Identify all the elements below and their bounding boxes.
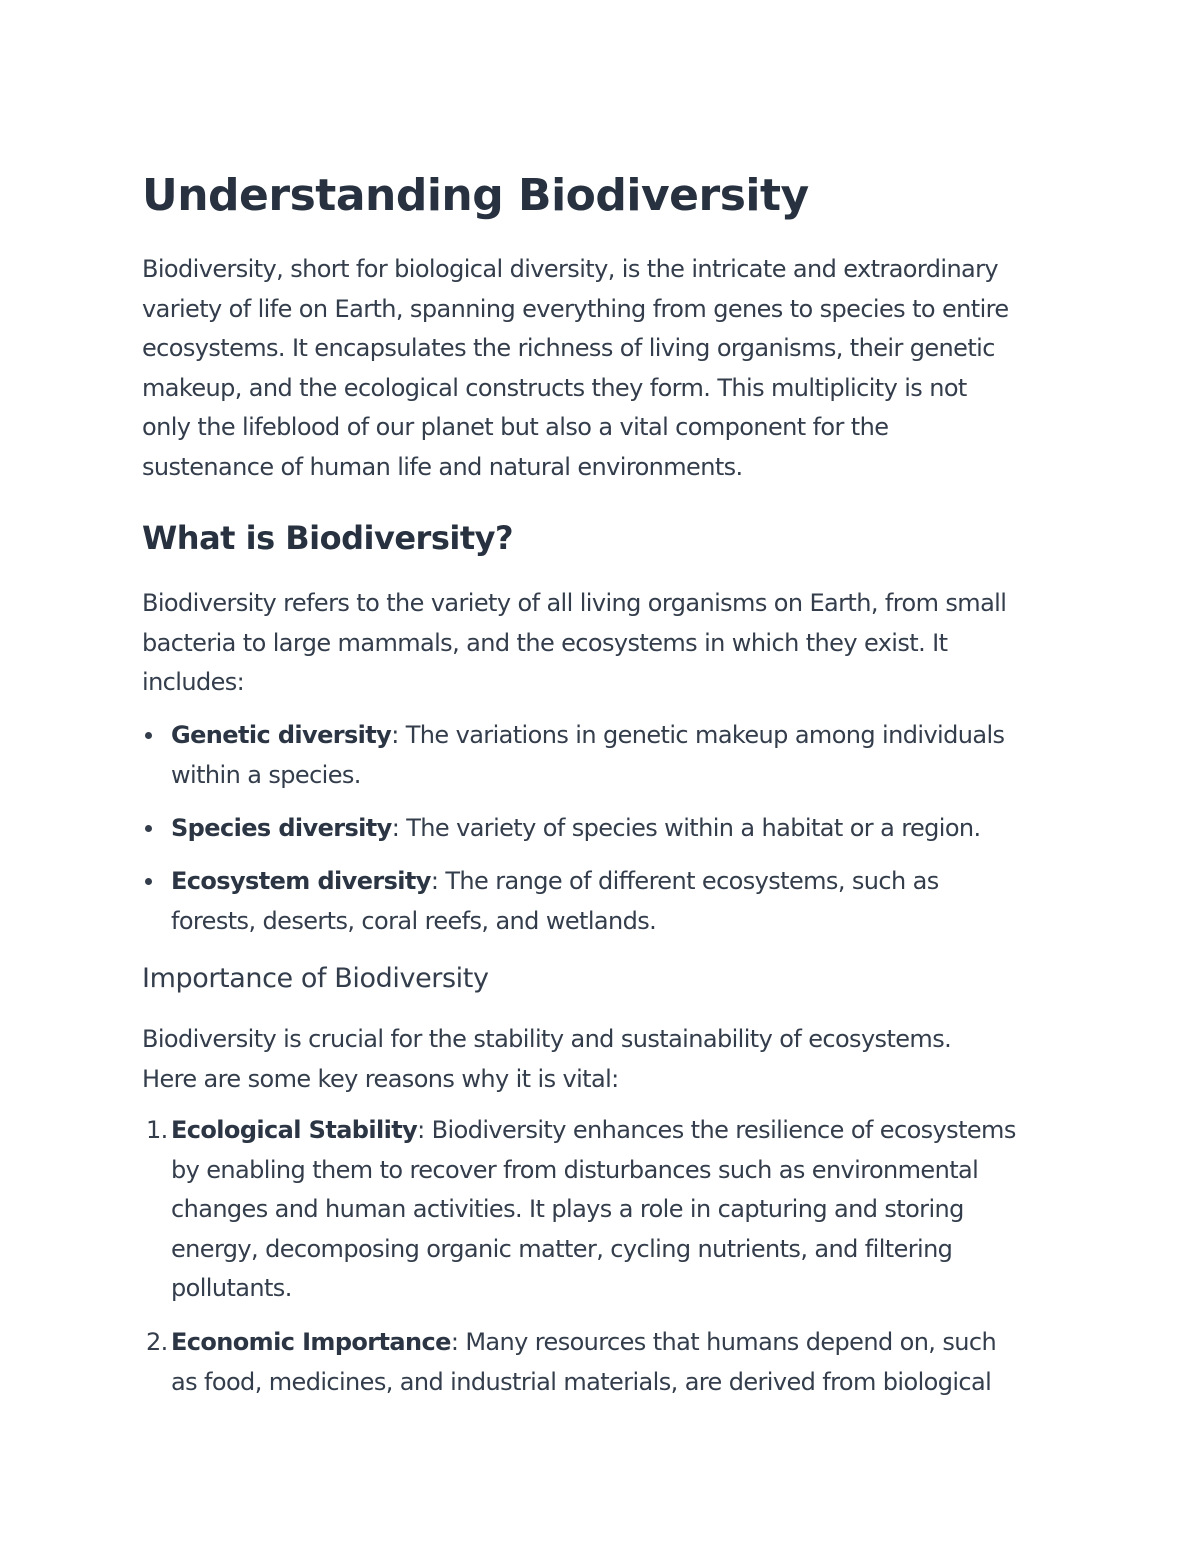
paragraph-line: Here are some key reasons why it is vital: — [142, 1064, 619, 1093]
list-item-text: : The range of different ecosystems, such as — [430, 867, 939, 895]
list-item-body — [171, 1323, 996, 1402]
list-item-text: : Many resources that humans depend on, such — [450, 1328, 997, 1356]
list-item-line: pollutants. — [171, 1274, 292, 1302]
list-item-line — [171, 862, 939, 902]
bullet-icon — [145, 732, 152, 739]
bullet-icon — [145, 878, 152, 885]
intro-paragraph — [142, 250, 1009, 487]
list-item-body — [171, 862, 939, 941]
intro-line: variety of life on Earth, spanning everything from genes to species to entire — [142, 294, 1009, 323]
list-item-line: forests, deserts, coral reefs, and wetlands. — [171, 906, 657, 935]
list-item-body — [171, 1111, 1016, 1309]
list-item-text: : The variations in genetic makeup among individuals — [391, 721, 1005, 749]
list-item-line: changes and human activities. It plays a role in capturing and storing — [171, 1195, 964, 1223]
list-item-line: as food, medicines, and industrial materials, are derived from biological — [171, 1367, 992, 1396]
paragraph-line: includes: — [142, 668, 245, 696]
what-is-paragraph — [142, 584, 1006, 703]
list-item-line: energy, decomposing organic matter, cycling nutrients, and filtering — [171, 1234, 953, 1263]
list-item-term: Ecological Stability — [171, 1116, 418, 1144]
bullet-icon — [145, 825, 152, 832]
paragraph-line: Biodiversity is crucial for the stability and sustainability of ecosystems. — [142, 1025, 952, 1053]
page-title: Understanding Biodiversity — [142, 170, 809, 221]
list-item-line: by enabling them to recover from disturbances such as environmental — [171, 1155, 979, 1184]
list-item-line — [171, 809, 981, 849]
intro-line: Biodiversity, short for biological diversity, is the intricate and extraordinary — [142, 255, 999, 283]
paragraph-line: Biodiversity refers to the variety of all living organisms on Earth, from small — [142, 589, 1007, 617]
list-item-line — [171, 716, 1004, 756]
list-item-line: within a species. — [171, 760, 361, 789]
list-item-term: Species diversity — [171, 814, 392, 842]
list-item-term: Economic Importance — [171, 1328, 451, 1356]
list-item-text: : Biodiversity enhances the resilience of ecosystems — [417, 1116, 1016, 1144]
list-item-term: Ecosystem diversity — [171, 867, 431, 895]
list-item-line — [171, 1323, 996, 1363]
intro-line: sustenance of human life and natural environments. — [142, 452, 743, 481]
section-heading-importance: Importance of Biodiversity — [142, 963, 489, 994]
paragraph-line: bacteria to large mammals, and the ecosystems in which they exist. It — [142, 628, 948, 657]
list-item-body — [171, 809, 981, 849]
list-item-text: : The variety of species within a habitat or a region. — [391, 814, 981, 842]
list-item-line — [171, 1111, 1016, 1151]
intro-line: ecosystems. It encapsulates the richness of living organisms, their genetic — [142, 334, 995, 362]
importance-paragraph — [142, 1020, 951, 1099]
list-number: 1. — [146, 1116, 168, 1144]
intro-line: only the lifeblood of our planet but also a vital component for the — [142, 413, 889, 441]
list-item-body — [171, 716, 1004, 795]
list-number: 2. — [146, 1328, 168, 1356]
intro-line: makeup, and the ecological constructs they form. This multiplicity is not — [142, 373, 967, 402]
section-heading-what-is: What is Biodiversity? — [142, 519, 514, 557]
list-item-term: Genetic diversity — [171, 721, 392, 749]
